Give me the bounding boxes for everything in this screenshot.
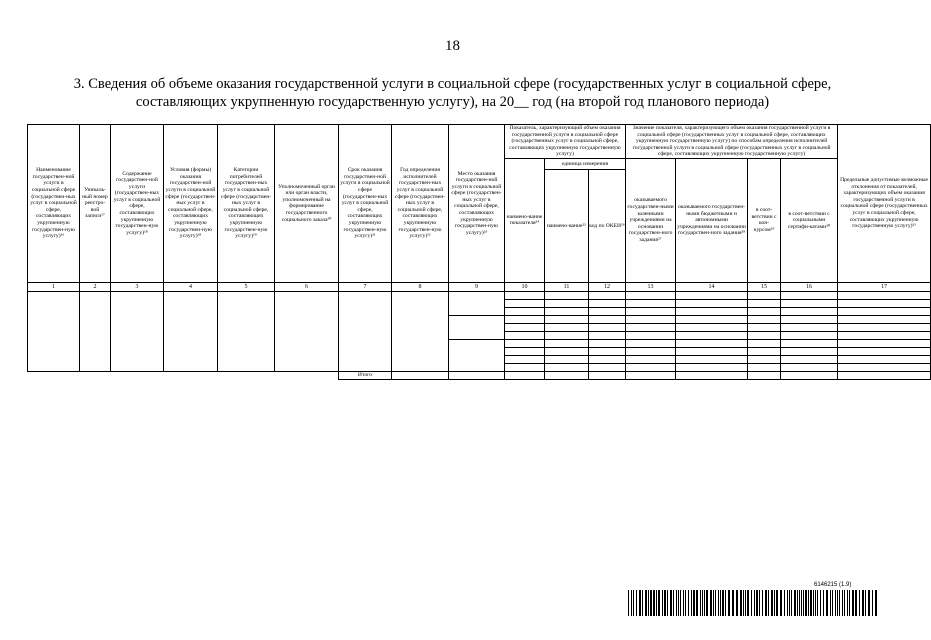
header-by-competition: в соот-ветствии с кон-курсом²⁹ <box>748 158 781 282</box>
cell[interactable] <box>748 371 781 379</box>
cell[interactable] <box>781 299 838 307</box>
cell[interactable] <box>545 347 589 355</box>
cell[interactable] <box>838 339 931 347</box>
cell[interactable] <box>545 315 589 323</box>
cell[interactable] <box>505 339 545 347</box>
barcode-icon <box>628 590 879 616</box>
column-number: 3 <box>111 282 164 291</box>
cell[interactable] <box>748 291 781 299</box>
section-title-line-2: составляющих укрупненную государственную услугу), на 20__ год (на второй год планового периода) <box>135 94 770 110</box>
cell[interactable] <box>781 347 838 355</box>
column-number: 15 <box>748 282 781 291</box>
cell[interactable] <box>392 371 449 379</box>
header-consumer-categories: Категории потребителей государствен-ных услуг в социальной сфере (государствен-ных услуг в социальной сфере, составляющих укрупненную государствен-ную услугу)¹⁹ <box>218 125 275 283</box>
page-number: 18 <box>445 38 460 54</box>
header-unit-of-measure: единица измерения <box>545 159 625 170</box>
header-unit-name: наимено-вание²⁵ <box>545 170 589 282</box>
cell[interactable] <box>545 371 589 379</box>
cell[interactable] <box>589 363 626 371</box>
cell[interactable] <box>589 371 626 379</box>
cell[interactable] <box>781 371 838 379</box>
header-service-term: Срок оказания государствен-ной услуги в социальной сфере (государствен-ных услуг в социальной сфере, составляющих укрупненную государствен-ную услугу)²¹ <box>339 125 392 283</box>
cell[interactable] <box>505 307 545 315</box>
cell[interactable] <box>676 371 748 379</box>
column-number: 5 <box>218 282 275 291</box>
column-number: 1 <box>28 282 80 291</box>
cell[interactable] <box>589 291 626 299</box>
cell-service-place[interactable] <box>449 315 505 339</box>
cell[interactable] <box>781 323 838 331</box>
cell[interactable] <box>626 323 676 331</box>
cell[interactable] <box>589 339 626 347</box>
column-number: 13 <box>626 282 676 291</box>
table-row <box>28 291 931 299</box>
cell[interactable] <box>838 331 931 339</box>
cell[interactable] <box>505 315 545 323</box>
cell[interactable] <box>505 347 545 355</box>
cell[interactable] <box>781 339 838 347</box>
header-allowed-deviations: Предельные допустимые возможные отклонения от показателей, характеризующих объем оказания государственной услуги в социальной сфере (государственных услуг в социальной сфере, составляющих укрупненную государственную услугу)³¹ <box>838 125 931 283</box>
header-unit-group <box>545 158 626 282</box>
cell[interactable] <box>626 371 676 379</box>
column-number: 16 <box>781 282 838 291</box>
cell[interactable] <box>838 315 931 323</box>
cell[interactable] <box>676 291 748 299</box>
header-indicator-value-group: Значение показателя, характеризующего объем оказания государственной услуги в социальной сфере (государственных услуг в социальной сфере, составляющих укрупненную государственную услугу) по способам определения исполнителей государственной услуги в социальной сфере (государственных услуг в социальной сфере, составляющих укрупненную государственную услугу) <box>626 125 838 159</box>
cell[interactable] <box>545 307 589 315</box>
cell[interactable] <box>545 299 589 307</box>
header-state-assignment-kazennye: оказываемого государствен-ными казенными учреждениями на основании государствен-ного задания²⁷ <box>626 158 676 282</box>
header-volume-indicator-group: Показатель, характеризующий объем оказания государственной услуги в социальной сфере (государственных услуг в социальной сфере, составляющих укрупненную государственную услугу) <box>505 125 626 159</box>
header-okei-code: код по ОКЕИ²⁶ <box>589 222 625 229</box>
cell[interactable] <box>449 371 505 379</box>
section-title <box>30 75 875 111</box>
cell[interactable] <box>505 371 545 379</box>
cell-consumer-categories[interactable] <box>218 291 275 371</box>
cell[interactable] <box>589 331 626 339</box>
cell[interactable] <box>781 307 838 315</box>
header-service-content: Содержание государствен-ной услуги (государствен-ных услуг в социальной сфере, составляющих укрупненную государствен-ную услугу)¹⁸ <box>111 125 164 283</box>
section-title-line-1: 3. Сведения об объеме оказания государственной услуги в социальной сфере (государственных услуг в социальной сфере, <box>73 76 832 92</box>
cell[interactable] <box>626 347 676 355</box>
cell[interactable] <box>781 355 838 363</box>
header-authorized-body: Уполномоченный орган или орган власти, уполномоченный на формирование государственного социального заказа²⁰ <box>275 125 339 283</box>
cell[interactable] <box>748 307 781 315</box>
cell-registry-number[interactable] <box>80 291 111 371</box>
cell[interactable] <box>626 331 676 339</box>
column-number: 12 <box>589 282 626 291</box>
cell[interactable] <box>626 315 676 323</box>
header-service-conditions: Условия (формы) оказания государствен-ной услуги в социальной сфере (государствен-ных услуг в социальной сфере, составляющих укрупненную государствен-ную услугу)¹⁸ <box>164 125 218 283</box>
column-number: 10 <box>505 282 545 291</box>
cell[interactable] <box>505 331 545 339</box>
header-executor-year: Год определения исполнителей государствен-ных услуг в социальной сфере (государствен-ных услуг в социальной сфере, составляющих укрупненную государствен-ную услугу)²² <box>392 125 449 283</box>
cell[interactable] <box>838 371 931 379</box>
column-number: 9 <box>449 282 505 291</box>
cell[interactable] <box>626 299 676 307</box>
cell-service-place[interactable] <box>449 291 505 315</box>
cell[interactable] <box>676 307 748 315</box>
cell[interactable] <box>748 331 781 339</box>
cell[interactable] <box>676 339 748 347</box>
cell-service-term[interactable] <box>339 291 392 371</box>
cell[interactable] <box>748 363 781 371</box>
cell[interactable] <box>781 291 838 299</box>
cell[interactable] <box>676 315 748 323</box>
cell[interactable] <box>545 355 589 363</box>
total-row <box>28 371 931 379</box>
column-number: 14 <box>676 282 748 291</box>
cell[interactable] <box>676 331 748 339</box>
cell[interactable] <box>545 323 589 331</box>
cell[interactable] <box>748 355 781 363</box>
cell[interactable] <box>838 323 931 331</box>
cell[interactable] <box>626 363 676 371</box>
cell[interactable] <box>838 291 931 299</box>
cell[interactable] <box>626 355 676 363</box>
cell[interactable] <box>748 347 781 355</box>
cell[interactable] <box>676 363 748 371</box>
header-registry-number: Уникаль-ный номер реестро-вой записи¹⁷ <box>80 125 111 283</box>
cell[interactable] <box>545 291 589 299</box>
cell[interactable] <box>781 315 838 323</box>
form-code: 6146215 (1.9) <box>814 582 852 588</box>
cell-service-content[interactable] <box>111 291 164 371</box>
cell[interactable] <box>505 299 545 307</box>
cell[interactable] <box>838 363 931 371</box>
column-number: 11 <box>545 282 589 291</box>
cell[interactable] <box>505 291 545 299</box>
service-volume-table <box>27 124 931 380</box>
header-service-place: Место оказания государствен-ной услуги в социальной сфере (государствен-ных услуг в социальной сфере, составляющих укрупненную государствен-ную услугу)²³ <box>449 125 505 283</box>
cell[interactable] <box>748 339 781 347</box>
cell[interactable] <box>505 363 545 371</box>
cell[interactable] <box>838 347 931 355</box>
cell[interactable] <box>748 323 781 331</box>
cell[interactable] <box>589 323 626 331</box>
column-number: 7 <box>339 282 392 291</box>
cell[interactable] <box>545 339 589 347</box>
cell[interactable] <box>781 363 838 371</box>
column-number: 4 <box>164 282 218 291</box>
column-number: 17 <box>838 282 931 291</box>
cell[interactable] <box>589 355 626 363</box>
cell[interactable] <box>626 291 676 299</box>
cell[interactable] <box>589 315 626 323</box>
cell[interactable] <box>748 299 781 307</box>
cell[interactable] <box>676 355 748 363</box>
column-number: 2 <box>80 282 111 291</box>
cell[interactable] <box>676 323 748 331</box>
cell[interactable] <box>545 331 589 339</box>
header-service-name: Наименование государствен-ной услуги в социальной сфере (государствен-ных услуг в социальной сфере, составляющих укрупненную государствен-ную услугу)¹⁶ <box>28 125 80 283</box>
cell[interactable] <box>589 307 626 315</box>
column-numbers-row <box>28 282 931 291</box>
cell[interactable] <box>676 299 748 307</box>
header-state-assignment-budget: оказываемого государствен-ными бюджетными и автономными учреждениями на основании государствен-ного задания²⁸ <box>676 158 748 282</box>
cell[interactable] <box>626 339 676 347</box>
cell-service-name[interactable] <box>28 291 80 371</box>
cell[interactable] <box>748 315 781 323</box>
cell[interactable] <box>505 323 545 331</box>
cell-service-conditions[interactable] <box>164 291 218 371</box>
column-number: 6 <box>275 282 339 291</box>
cell[interactable] <box>838 355 931 363</box>
total-label: Итого <box>339 371 392 379</box>
cell[interactable] <box>589 299 626 307</box>
cell[interactable] <box>676 347 748 355</box>
header-by-social-certificates: в соот-ветствии с социальными сертифи-катами³⁰ <box>781 158 838 282</box>
cell-executor-year[interactable] <box>392 291 449 371</box>
cell[interactable] <box>838 307 931 315</box>
cell[interactable] <box>781 331 838 339</box>
cell-authorized-body[interactable] <box>275 291 339 371</box>
cell-service-place[interactable] <box>449 339 505 371</box>
cell[interactable] <box>626 307 676 315</box>
cell[interactable] <box>838 299 931 307</box>
cell[interactable] <box>505 355 545 363</box>
column-number: 8 <box>392 282 449 291</box>
cell[interactable] <box>589 347 626 355</box>
header-indicator-name: наимено-вание показателя²⁴ <box>505 158 545 282</box>
cell[interactable] <box>545 363 589 371</box>
